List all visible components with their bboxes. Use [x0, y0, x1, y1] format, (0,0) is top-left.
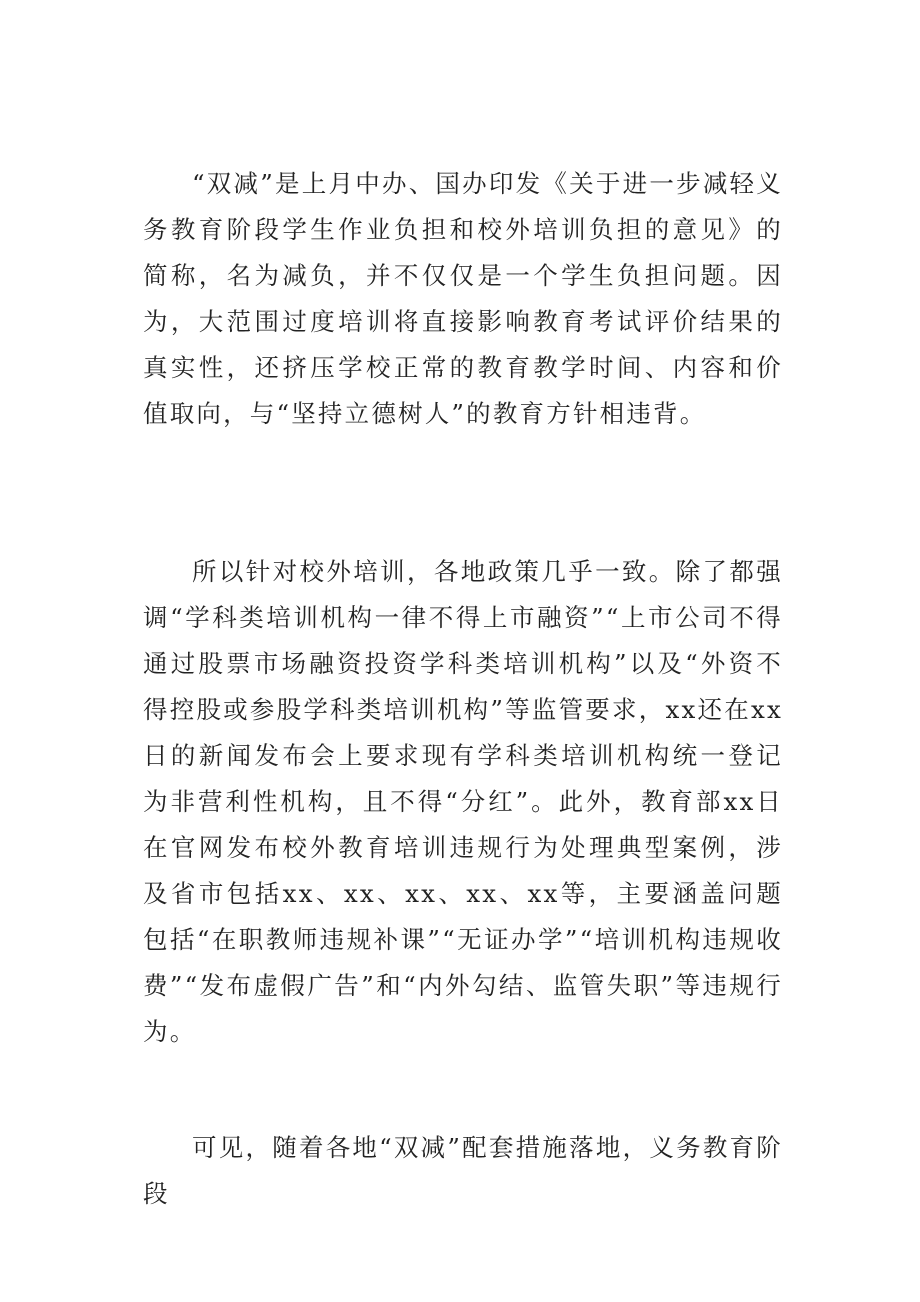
paragraph-double-reduction-definition: “双减”是上月中办、国办印发《关于进一步减轻义务教育阶段学生作业负担和校外培训负担的意见》的简称，名为减负，并不仅仅是一个学生负担问题。因为，大范围过度培训将直接影响教育考试评价结果的真实性，还挤压学校正常的教育教学时间、内容和价值取向，与“坚持立德树人”的教育方针相违背。	[143, 169, 783, 428]
paragraph-offcampus-training-policy: 所以针对校外培训，各地政策几乎一致。除了都强调“学科类培训机构一律不得上市融资”“上市公司不得通过股票市场融资投资学科类培训机构”以及“外资不得控股或参股学科类培训机构”等监管要求，xx还在xx日的新闻发布会上要求现有学科类培训机构统一登记为非营利性机构，且不得“分红”。此外，教育部xx日在官网发布校外教育培训违规行为处理典型案例，涉及省市包括xx、xx、xx、xx、xx等，主要涵盖问题包括“在职教师违规补课”“无证办学”“培训机构违规收费”“发布虚假广告”和“内外勾结、监管失职”等违规行为。	[143, 557, 783, 1046]
paragraph-conclusion-start: 可见，随着各地“双减”配套措施落地，义务教育阶段	[143, 1133, 783, 1208]
